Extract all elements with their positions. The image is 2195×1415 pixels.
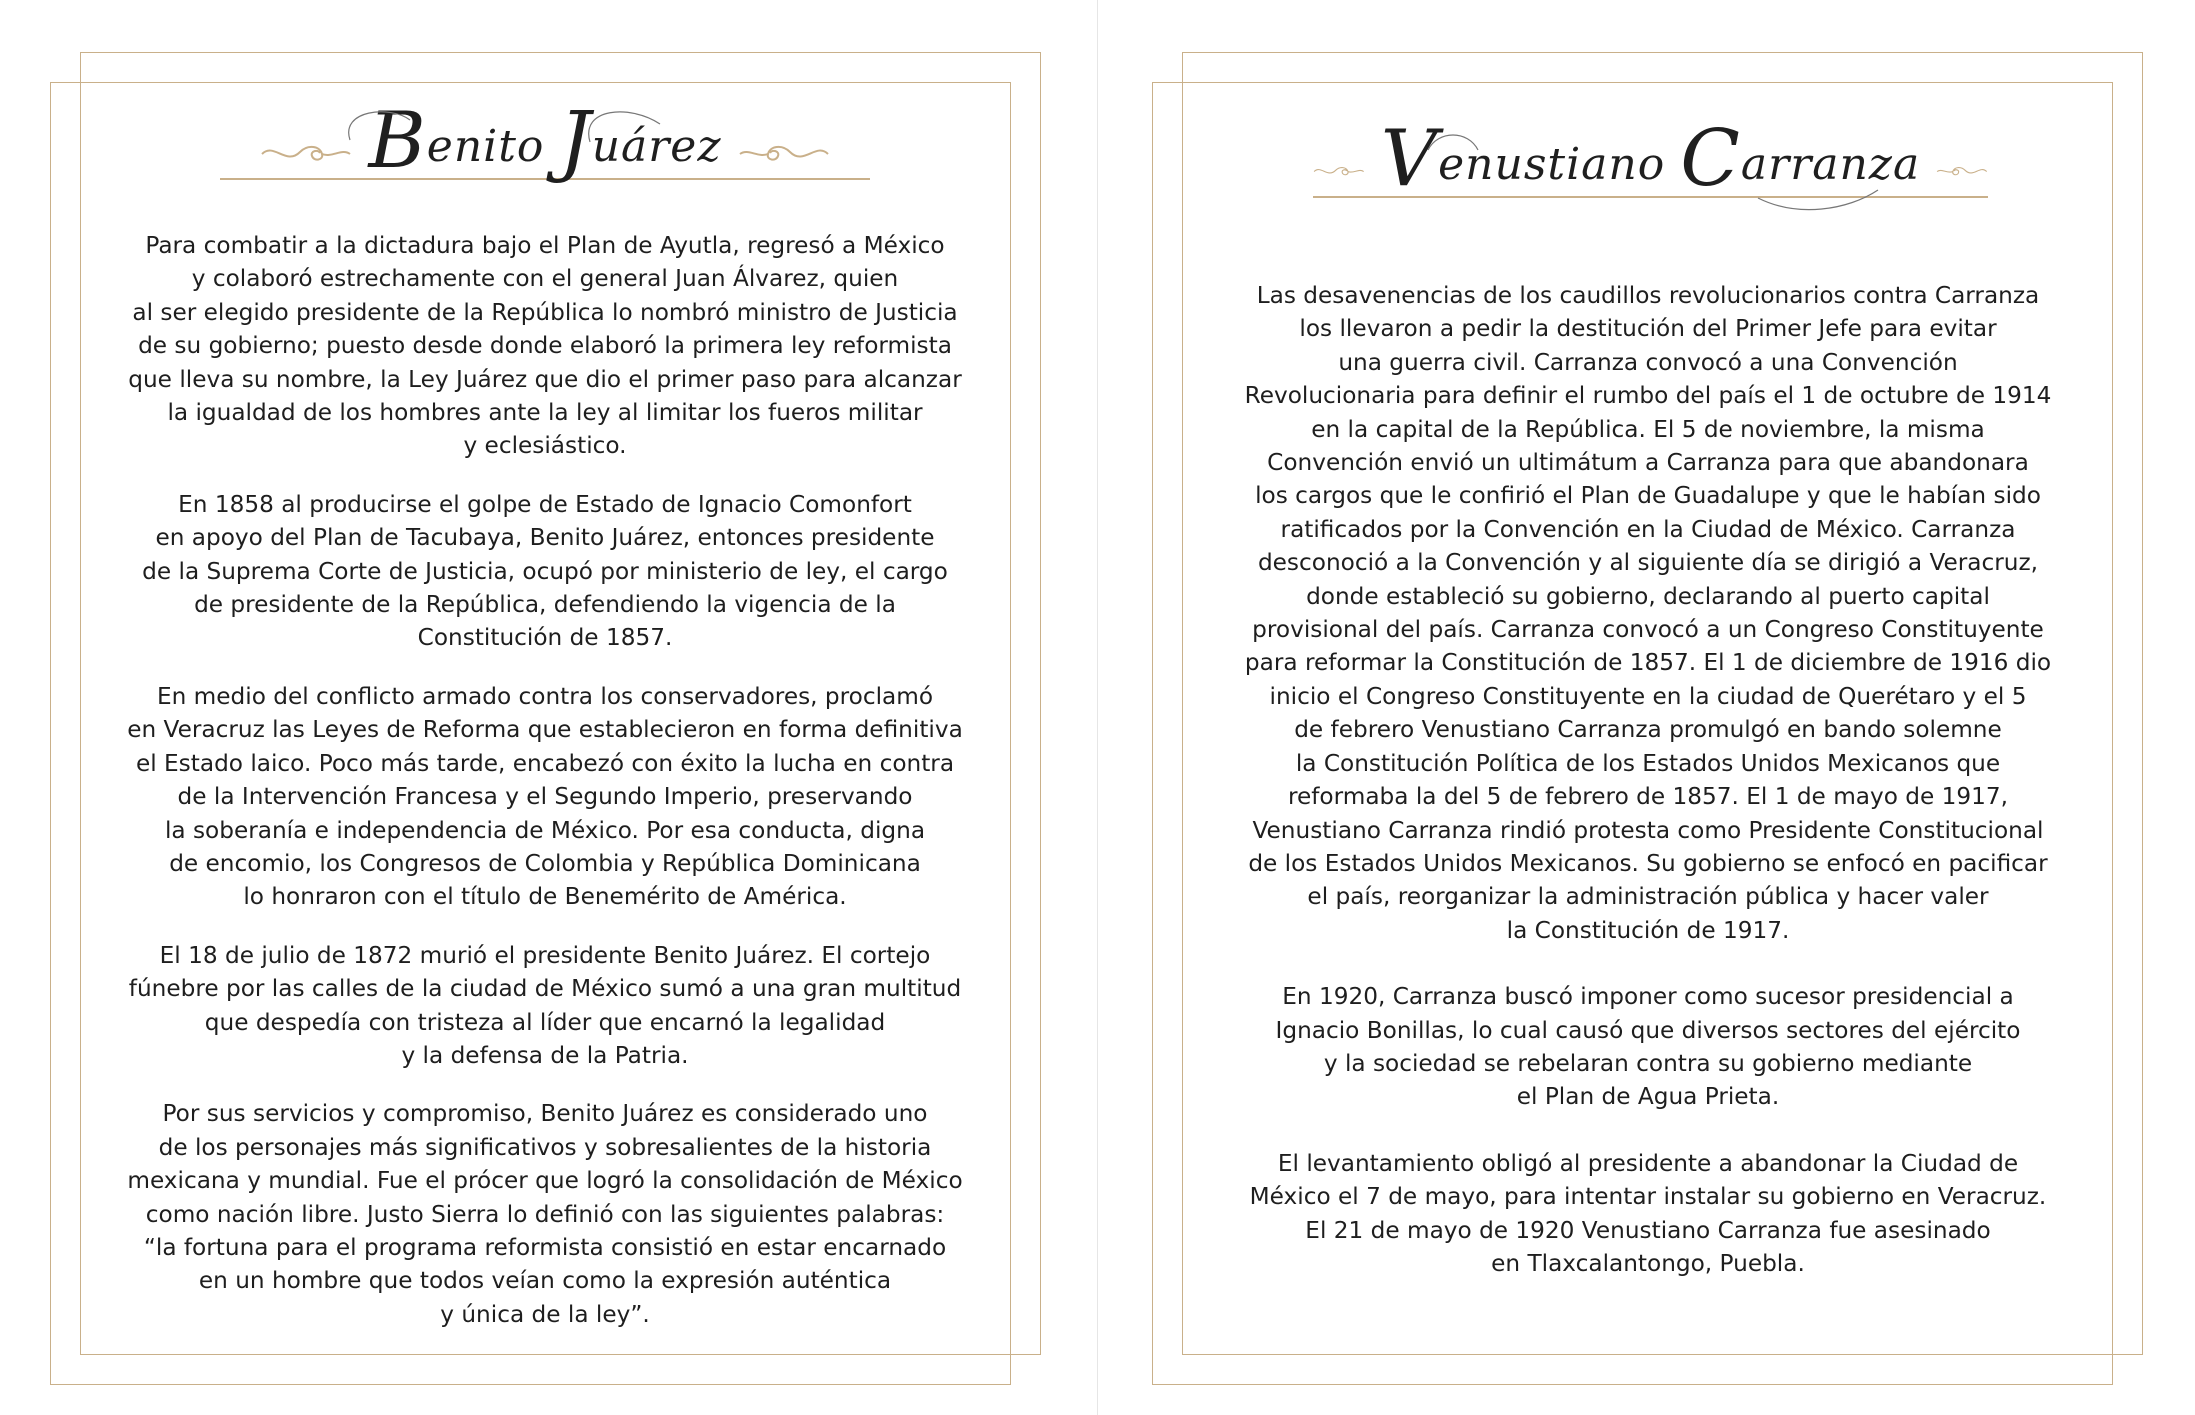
title-initial-first: V [1380,114,1439,204]
paragraph: El levantamiento obligó al presidente a abandonar la Ciudad de México el 7 de mayo, para intentar instalar su gobierno en Veracruz. El 21 de mayo de 1920 Venustiano Carranza fue asesinado en Tlaxcalantongo, Puebla. [1249,1149,2047,1277]
flourish-left-icon [260,138,352,168]
title-row [1313,114,1988,204]
paragraph: En 1920, Carranza buscó imponer como sucesor presidencial a Ignacio Bonillas, lo cual causó que diversos sectores del ejército y la sociedad se rebelaran contra su gobierno mediante el Plan de Agua Prieta. [1275,983,2021,1111]
paragraph: Por sus servicios y compromiso, Benito Juárez es considerado uno de los personajes más significativos y sobresalientes de la historia mexicana y mundial. Fue el prócer que logró la consolidación de México como nación libre. Justo Sierra lo definió con las siguientes palabras: “la fortuna para el programa reformista consistió en estar encarnado en un hombre que todos veían como la expresión auténtica y única de la ley”. [127,1100,963,1328]
page-title [1365,114,1936,204]
title-row [220,96,870,186]
page-title [352,96,737,186]
page-left [0,0,1097,1415]
body-text-left [85,229,1005,1356]
flourish-left-icon [1313,156,1365,186]
paragraph: El 18 de julio de 1872 murió el presidente Benito Juárez. El cortejo fúnebre por las calles de la ciudad de México sumó a una gran multitud que despedía con tristeza al líder que encarnó la legalidad y la defensa de la Patria. [128,941,962,1069]
paragraph: En medio del conflicto armado contra los conservadores, proclamó en Veracruz las Leyes de Reforma que establecieron en forma definitiva el Estado laico. Poco más tarde, encabezó con éxito la lucha en contra de la Intervención Francesa y el Segundo Imperio, preservando la soberanía e independencia de México. Por esa conducta, digna de encomio, los Congresos de Colombia y República Dominicana lo honraron con el título de Benemérito de América. [127,682,963,911]
body-text-right [1208,279,2088,1305]
flourish-right-icon [1936,156,1988,186]
title-first-name: enustiano [1438,139,1666,190]
flourish-right-icon [738,138,830,168]
paragraph: En 1858 al producirse el golpe de Estado de Ignacio Comonfort en apoyo del Plan de Tacubaya, Benito Juárez, entonces presidente de la Suprema Corte de Justicia, ocupó por ministerio de ley, el cargo de presidente de la República, defendiendo la vigencia de la Constitución de 1857. [142,490,948,652]
page-right [1098,0,2195,1415]
paragraph: Las desavenencias de los caudillos revolucionarios contra Carranza los llevaron a pedir la destitución del Primer Jefe para evitar una guerra civil. Carranza convocó a una Convención Revolucionaria para definir el rumbo del país el 1 de octubre de 1914 en la capital de la República. El 5 de noviembre, la misma Convención envió un ultimátum a Carranza para que abandonara los cargos que le confirió el Plan de Guadalupe y que le habían sido ratificados por la Convención en la Ciudad de México. Carranza desconoció a la Convención y al siguiente día se dirigió a Veracruz, donde estableció su gobierno, declarando al puerto capital provisional del país. Carranza convocó a un Congreso Constituyente para reformar la Constitución de 1857. El 1 de diciembre de 1916 dio inicio el Congreso Constituyente en la ciudad de Querétaro y el 5 de febrero Venustiano Carranza promulgó en bando solemne la Constitución Política de los Estados Unidos Mexicanos que reformaba la del 5 de febrero de 1857. El 1 de mayo de 1917, Venustiano Carranza rindió protesta como Presidente Constitucional de los Estados Unidos Mexicanos. Su gobierno se enfocó en pacificar el país, reorganizar la administración pública y hacer valer la Constitución de 1917. [1244,282,2052,944]
title-last-name: uárez [591,121,722,172]
title-initial-last: J [559,96,592,186]
paragraph: Para combatir a la dictadura bajo el Plan de Ayutla, regresó a México y colaboró estrechamente con el general Juan Álvarez, quien al ser elegido presidente de la República lo nombró ministro de Justicia de su gobierno; puesto desde donde elaboró la primera ley reformista que lleva su nombre, la Ley Juárez que dio el primer paso para alcanzar la igualdad de los hombres ante la ley al limitar los fueros militar y eclesiástico. [128,232,962,460]
title-initial-last: C [1680,114,1741,204]
title-initial-first: B [368,96,427,186]
title-last-name: arranza [1740,139,1921,190]
title-first-name: enito [426,121,545,172]
